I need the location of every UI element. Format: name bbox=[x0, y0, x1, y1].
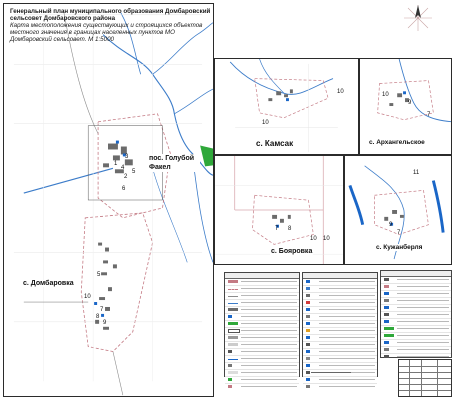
object-marker: 9 bbox=[103, 320, 107, 326]
legend-block-2 bbox=[302, 272, 378, 377]
map-title bbox=[10, 8, 214, 43]
object-marker: 5 bbox=[132, 169, 136, 175]
settlement-label-arkhangelskoe: с. Архангельское bbox=[369, 139, 425, 146]
object-marker: 9 bbox=[408, 100, 412, 106]
object-marker: 7 bbox=[275, 226, 279, 232]
kuzhanberlya-panel bbox=[344, 155, 452, 265]
settlement-label-kuzhanberlya: с. Кужанберля bbox=[376, 244, 423, 251]
legend-block-3 bbox=[380, 270, 452, 358]
object-marker: 7 bbox=[397, 230, 401, 236]
object-marker: 10 bbox=[382, 92, 389, 98]
kamsak-panel bbox=[214, 58, 359, 155]
compass-rose-icon bbox=[400, 3, 436, 33]
object-marker: 2 bbox=[124, 174, 128, 180]
object-marker: 8 bbox=[96, 314, 100, 320]
object-marker: 4 bbox=[121, 165, 125, 171]
map-title-main: Генеральный план муниципального образования Домбаровский сельсовет Домбаровского района bbox=[10, 8, 211, 22]
object-marker: 10 bbox=[337, 89, 344, 95]
object-marker: 7 bbox=[427, 112, 431, 118]
object-marker: 10 bbox=[310, 236, 317, 242]
main-map-drawing bbox=[4, 4, 213, 396]
legend-block-1 bbox=[224, 272, 300, 377]
object-marker: 3 bbox=[125, 154, 129, 160]
object-marker: 6 bbox=[122, 186, 126, 192]
main-map-panel bbox=[3, 3, 214, 397]
title-block-stamp bbox=[398, 359, 452, 397]
object-marker: 11 bbox=[413, 170, 420, 176]
settlement-label-kamsak: с. Камсак bbox=[256, 139, 294, 148]
settlement-label-dombarovka: с. Домбаровка bbox=[23, 280, 74, 287]
object-marker: 1 bbox=[114, 161, 118, 167]
arkhangelskoe-panel bbox=[359, 58, 452, 155]
map-title-subtitle: Карта местоположения существующих и строящихся объектов местного значения в границах населенных пунктов МО Домбаровский сельсовет. М 1:5000 bbox=[10, 22, 203, 43]
object-marker: 5 bbox=[97, 272, 101, 278]
object-marker: 10 bbox=[262, 120, 269, 126]
object-marker: 9 bbox=[389, 222, 393, 228]
bottom-caption-line bbox=[311, 372, 351, 373]
object-marker: 7 bbox=[100, 307, 104, 313]
object-marker: 10 bbox=[84, 294, 91, 300]
object-marker: 8 bbox=[288, 226, 292, 232]
settlement-label-boyarovka: с. Бояровка bbox=[271, 248, 313, 255]
boyarovka-panel bbox=[214, 155, 344, 265]
object-marker: 10 bbox=[323, 236, 330, 242]
settlement-label-golubov: пос. Голубой Факел bbox=[148, 154, 200, 172]
